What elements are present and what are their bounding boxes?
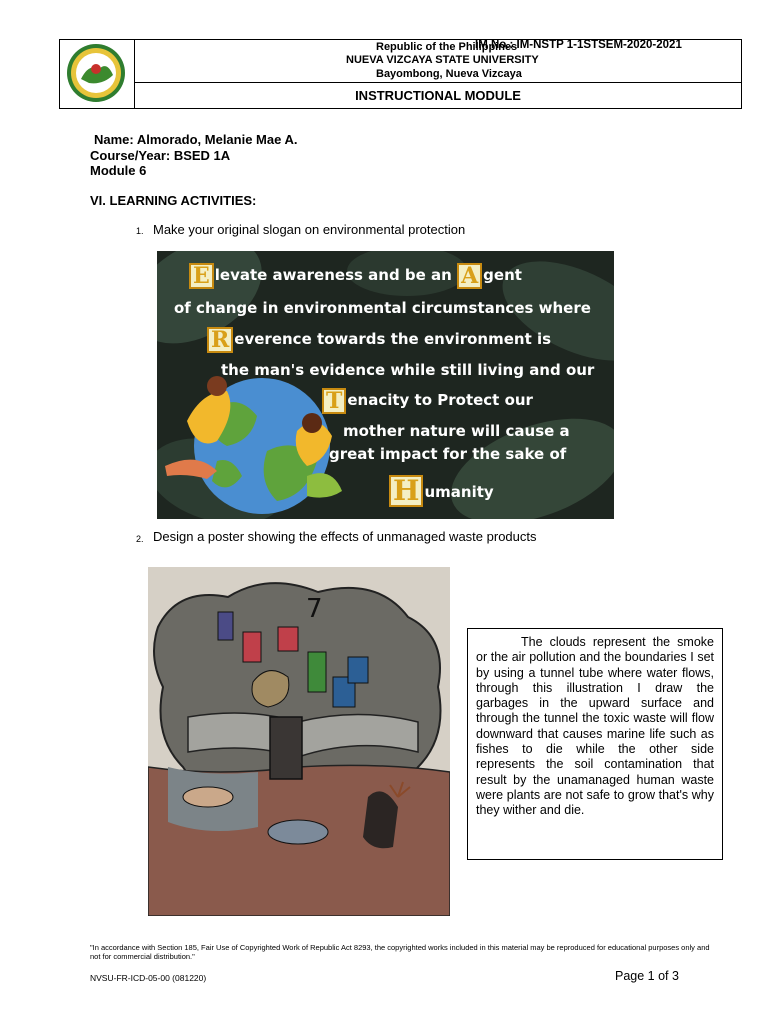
svg-text:7: 7: [306, 594, 323, 624]
activity-1-number: 1.: [136, 226, 144, 236]
student-name: Name: Almorado, Melanie Mae A.: [94, 132, 298, 147]
slogan-line-5: [322, 388, 533, 414]
university-name: NUEVA VIZCAYA STATE UNIVERSITY: [346, 54, 539, 66]
slogan-text-1b: gent: [483, 266, 522, 284]
waste-poster-illustration: [148, 567, 450, 916]
section-title: VI. LEARNING ACTIVITIES:: [90, 193, 257, 208]
activity-2-number: 2.: [136, 534, 144, 544]
logo-cell: [59, 39, 135, 109]
poster-description-text: The clouds represent the smoke or the air pollution and the boundaries I set by using a tunnel tube where water flows, through this illustration I draw the garbages in the upward surface and through the tunnel the toxic waste will flow downward that causes marine life such as fishes to die while the other side represents the soil contamination that result by the unamanaged human waste were plants are not safe to grow that's why they wither and die.: [476, 635, 714, 818]
leaf-background: [157, 251, 614, 519]
module-title: INSTRUCTIONAL MODULE: [355, 88, 521, 103]
module-number: Module 6: [90, 163, 147, 178]
slogan-line-7: great impact for the sake of: [329, 445, 567, 463]
form-code: NVSU-FR-ICD-05-00 (081220): [90, 973, 207, 983]
poster-drawing: [148, 567, 450, 916]
slogan-cap-t: T: [322, 388, 346, 414]
slogan-text-3: everence towards the environment is: [234, 330, 552, 348]
slogan-line-2: of change in environmental circumstances where: [174, 299, 591, 317]
activity-2-text: Design a poster showing the effects of unmanaged waste products: [153, 529, 537, 544]
document-number: IM No.: IM-NSTP 1-1STSEM-2020-2021: [475, 39, 682, 51]
slogan-text-5: enacity to Protect our: [347, 391, 533, 409]
slogan-line-3: [207, 327, 551, 353]
slogan-cap-a: A: [457, 263, 482, 289]
copyright-note: "In accordance with Section 185, Fair Use of Copyrighted Work of Republic Act 8293, the copyrighted works included in this material may be reproduced for educational purposes only and not for commercial distribution.": [90, 943, 710, 961]
activity-1-text: Make your original slogan on environmental protection: [153, 222, 466, 237]
course-year: Course/Year: BSED 1A: [90, 148, 231, 163]
slogan-line-8: [389, 475, 494, 507]
slogan-cap-h: H: [389, 475, 423, 507]
republic-text: Republic of the Philippines: [376, 41, 518, 53]
slogan-text-1: levate awareness and be an: [214, 266, 458, 284]
slogan-line-6: mother nature will cause a: [343, 422, 570, 440]
slogan-cap-r: R: [207, 327, 233, 353]
slogan-line-1: [189, 263, 522, 289]
slogan-image: [157, 251, 614, 519]
slogan-text-8: umanity: [424, 483, 494, 501]
university-location: Bayombong, Nueva Vizcaya: [376, 68, 522, 80]
slogan-line-4: the man's evidence while still living and our: [221, 361, 595, 379]
page-number: Page 1 of 3: [615, 969, 679, 983]
slogan-cap-e: E: [189, 263, 214, 289]
university-seal-icon: [59, 39, 133, 107]
poster-description-box: [467, 628, 723, 860]
header-divider: [134, 82, 742, 83]
